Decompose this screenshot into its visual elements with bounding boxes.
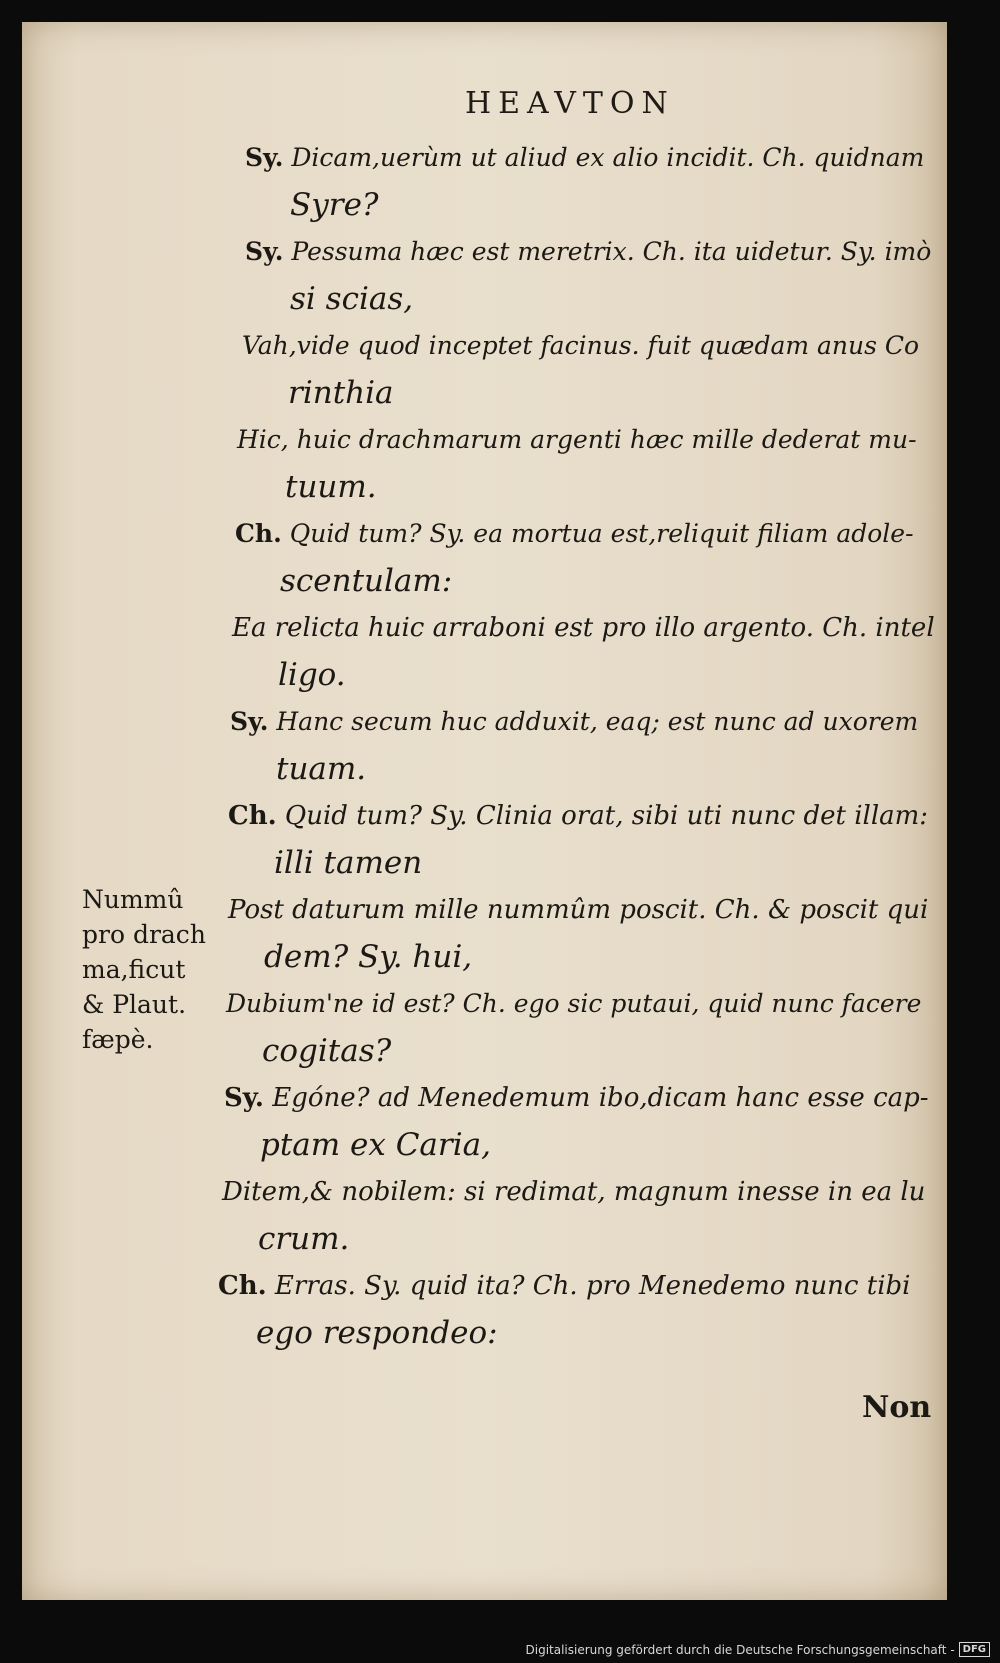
text-line: [290, 185, 379, 225]
line-text: Ditem,& nobilem: si redimat, magnum inesse in ea lu: [222, 1177, 926, 1207]
line-text: Dubium'ne id est? Ch. ego sic putaui, quid nunc facere: [226, 989, 922, 1018]
line-text: dem? Sy. hui,: [264, 939, 473, 975]
text-line: [290, 279, 413, 319]
speaker-label: Sy.: [245, 237, 284, 266]
text-line: [285, 467, 377, 507]
margin-note-line: fæpè.: [82, 1025, 154, 1054]
line-text: Erras. Sy. quid ita? Ch. pro Menedemo nunc tibi: [274, 1271, 911, 1301]
text-line: [242, 326, 919, 366]
text-line: [245, 232, 931, 272]
speaker-label: Sy.: [245, 143, 284, 172]
margin-note: [82, 882, 222, 1057]
line-text: Quid tum? Sy. Clinia orat, sibi uti nunc det illam:: [284, 801, 929, 831]
dfg-logo: DFG: [959, 1642, 990, 1657]
line-text: tuam.: [276, 751, 367, 787]
line-text: Dicam,uerùm ut aliud ex alio incidit. Ch. quidnam: [291, 143, 925, 172]
text-line: [264, 937, 472, 977]
line-text: Post daturum mille nummûm poscit. Ch. & poscit qui: [228, 895, 929, 925]
text-line: [288, 373, 394, 413]
line-text: Quid tum? Sy. ea mortua est,reliquit filiam adole-: [289, 519, 914, 548]
line-text: ligo.: [278, 657, 346, 693]
text-line: [278, 655, 346, 695]
digitization-footer: [526, 1642, 991, 1657]
line-text: Hic, huic drachmarum argenti hæc mille dederat mu-: [237, 425, 917, 454]
text-line: [258, 1219, 349, 1259]
speaker-label: Sy.: [230, 707, 269, 736]
running-head: HEAVTON: [465, 86, 675, 121]
margin-note-line: Nummû: [82, 885, 184, 914]
line-text: ego respondeo:: [256, 1315, 498, 1351]
line-text: cogitas?: [262, 1033, 392, 1069]
text-line: [256, 1313, 498, 1353]
text-line: [230, 702, 918, 742]
margin-note-line: ma,ficut: [82, 955, 186, 984]
line-text: Hanc secum huc adduxit, eaq; est nunc ad uxorem: [276, 707, 919, 736]
catchword: Non: [862, 1390, 932, 1425]
line-text: Syre?: [290, 187, 379, 223]
text-line: [224, 1078, 929, 1118]
line-text: Pessuma hæc est meretrix. Ch. ita uidetur. Sy. imò: [291, 237, 932, 266]
line-text: ptam ex Caria,: [260, 1127, 491, 1163]
speaker-label: Sy.: [224, 1083, 264, 1113]
text-line: [280, 561, 452, 601]
line-text: scentulam:: [280, 563, 453, 599]
text-line: [218, 1266, 910, 1306]
text-line: [226, 984, 921, 1024]
speaker-label: Ch.: [235, 519, 282, 548]
text-line: [237, 420, 917, 460]
text-line: [245, 138, 924, 178]
text-line: [235, 514, 914, 554]
line-text: si scias,: [290, 281, 414, 317]
line-text: Ea relicta huic arraboni est pro illo argento. Ch. intel: [232, 613, 935, 643]
speaker-label: Ch.: [228, 801, 277, 831]
text-line: [232, 608, 935, 648]
text-line: [222, 1172, 925, 1212]
line-text: Egóne? ad Menedemum ibo,dicam hanc esse cap-: [272, 1083, 929, 1113]
speaker-label: Ch.: [218, 1271, 267, 1301]
line-text: rinthia: [288, 375, 394, 411]
margin-note-line: pro drach: [82, 920, 206, 949]
text-line: [228, 796, 928, 836]
text-line: [262, 1031, 391, 1071]
text-line: [276, 749, 366, 789]
margin-note-line: & Plaut.: [82, 990, 187, 1019]
line-text: Vah,vide quod inceptet facinus. fuit quædam anus Co: [242, 331, 920, 360]
text-line: [274, 843, 422, 883]
line-text: tuum.: [285, 469, 377, 505]
line-text: crum.: [258, 1221, 350, 1257]
line-text: illi tamen: [274, 845, 423, 881]
text-line: [260, 1125, 491, 1165]
footer-text: Digitalisierung gefördert durch die Deutsche Forschungsgemeinschaft -: [525, 1642, 955, 1657]
text-line: [228, 890, 928, 930]
